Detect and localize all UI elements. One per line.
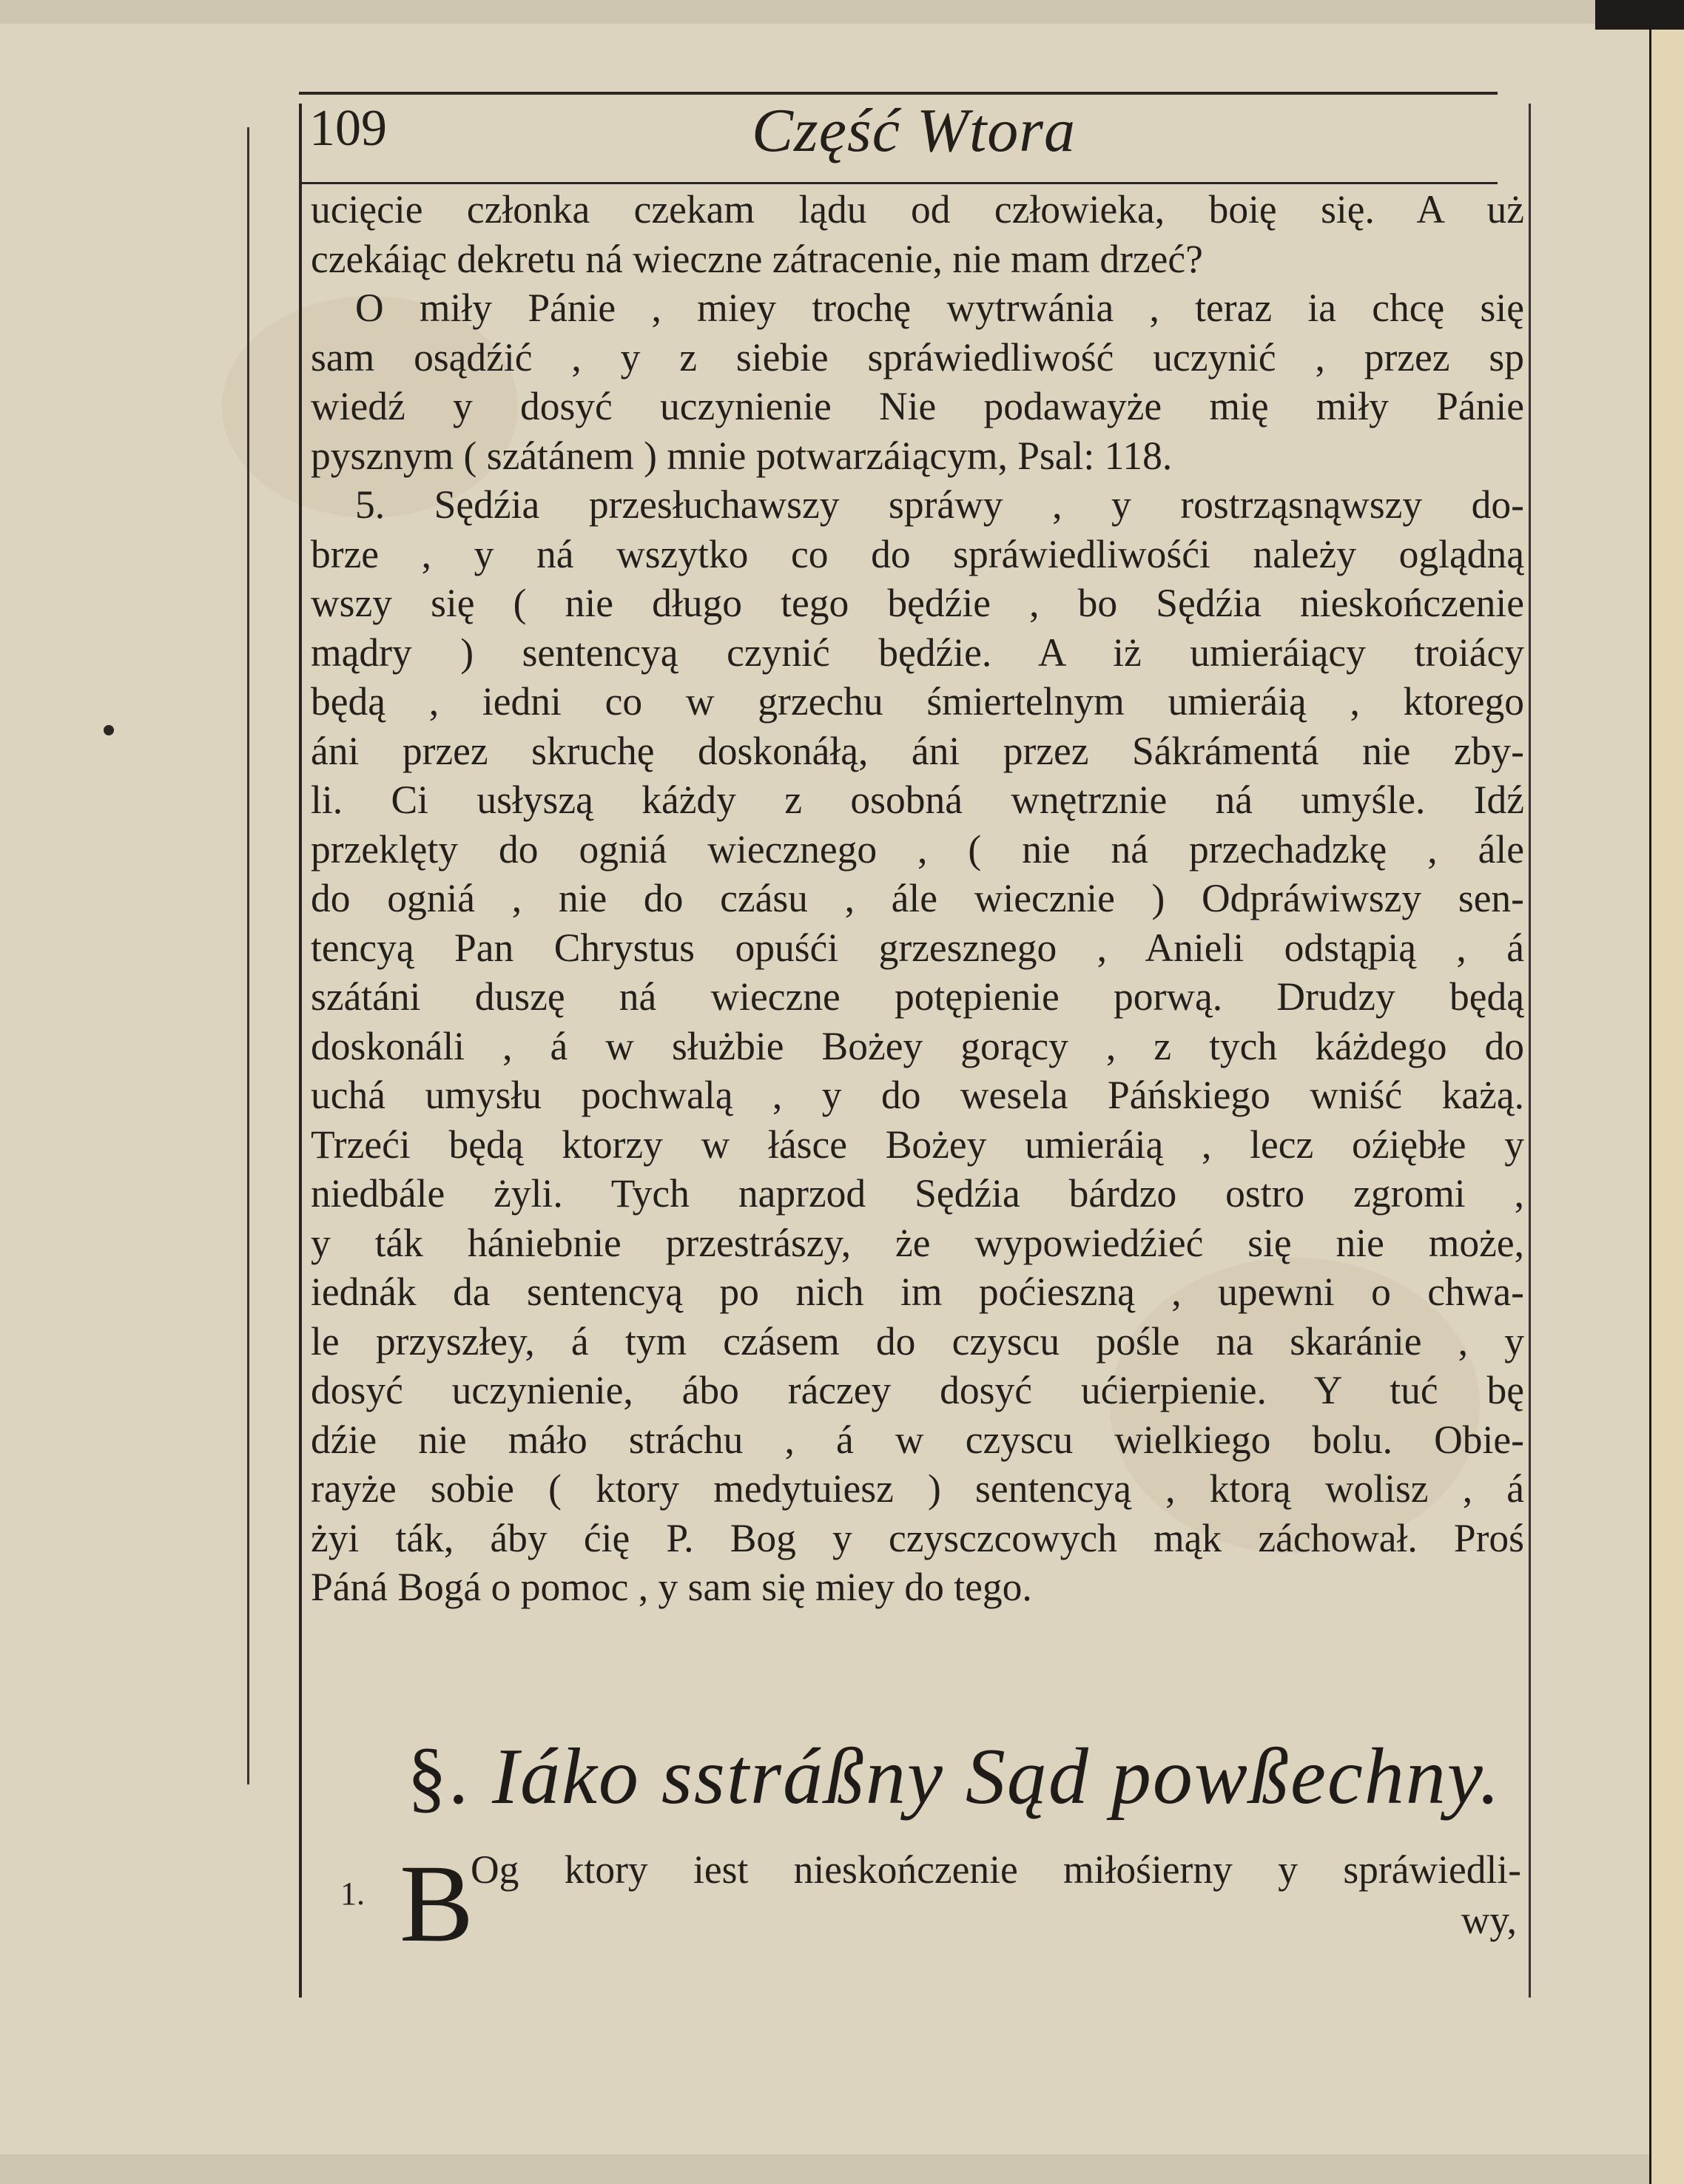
final-text-line: Og ktory iest nieskończenie miłośierny y spráwiedli- [471, 1847, 1521, 1892]
catchword: wy, [1461, 1898, 1517, 1942]
text-line: wiedź y dosyć uczynienie Nie podawayże mię miły Pánie [311, 384, 1524, 428]
text-line: iednák da sentencyą po nich im poćieszną , upewni o chwa- [311, 1270, 1524, 1314]
text-line: dosyć uczynienie, ábo ráczey dosyć ućierpienie. Y tuć bę [311, 1368, 1524, 1412]
header-bottom-rule [299, 182, 1498, 184]
text-line: czekáiąc dekretu ná wieczne zátracenie, nie mam drzeć? [311, 236, 1203, 281]
page-edge-bottom [0, 2154, 1651, 2184]
text-line: le przyszłey, á tym czásem do czyscu pośle na skaránie , y [311, 1318, 1524, 1364]
text-line: áni przez skruchę doskonáłą, áni przez Sákrámentá nie zby- [311, 728, 1524, 773]
text-line: sam osądźić , y z siebie spráwiedliwość uczynić , przez sp [311, 334, 1524, 380]
text-line: 5. Sędźia przesłuchawszy spráwy , y rostrząsnąwszy do- [355, 482, 1524, 527]
text-line: y ták hániebnie przestrászy, że wypowiedźieć się nie może, [311, 1220, 1524, 1265]
margin-dot [104, 725, 114, 735]
text-line: Páná Bogá o pomoc , y sam się miey do tego. [311, 1565, 1032, 1609]
paragraph-number: 1. [340, 1875, 365, 1912]
text-line: Trzeći będą ktorzy w łásce Bożey umieráią , lecz oźiębłe y [311, 1122, 1524, 1167]
text-line: dźie nie máło stráchu , á w czyscu wielkiego bolu. Obie- [311, 1417, 1524, 1462]
section-heading-text: Iáko sstráßny Sąd powßechny. [492, 1733, 1501, 1821]
section-heading [407, 1731, 1501, 1827]
text-line: pysznym ( szátánem ) mnie potwarzáiącym, Psal: 118. [311, 433, 1173, 478]
left-inner-rule [299, 104, 302, 1998]
text-line: li. Ci usłyszą káżdy z osobná wnętrznie ná umyśle. Idź [311, 778, 1524, 822]
page-edge-right [1649, 0, 1684, 2184]
left-outer-rule [247, 127, 249, 1784]
text-line: brze , y ná wszytko co do spráwiedliwośći należy oglądną [311, 531, 1524, 576]
drop-cap: B [400, 1842, 474, 1965]
text-line: będą , iedni co w grzechu śmiertelnym umieráią , ktorego [311, 679, 1524, 724]
corner-tab [1595, 0, 1684, 30]
text-line: uchá umysłu pochwalą , y do wesela Páńskiego wniść każą. [311, 1073, 1524, 1117]
right-rule [1529, 104, 1531, 1998]
page-number: 109 [309, 100, 387, 157]
text-line: do ogniá , nie do czásu , ále wiecznie ) Odpráwiwszy sen- [311, 876, 1524, 920]
text-line: mądry ) sentencyą czynić będźie. A iż umieráiący troiácy [311, 630, 1524, 675]
text-line: przeklęty do ogniá wiecznego , ( nie ná przechadzkę , ále [311, 826, 1524, 872]
text-line: rayże sobie ( ktory medytuiesz ) sentencyą , ktorą wolisz , á [311, 1466, 1524, 1511]
text-line: szátáni duszę ná wieczne potępienie porwą. Drudzy będą [311, 974, 1524, 1019]
text-line: niedbále żyli. Tych naprzod Sędźia bárdzo ostro zgromi , [311, 1171, 1524, 1216]
text-line: doskonáli , á w służbie Bożey gorący , z tych káżdego do [311, 1023, 1524, 1068]
text-line: żyi ták, áby ćię P. Bog y czysczcowych mąk záchował. Proś [311, 1515, 1524, 1560]
body-text [311, 185, 1524, 1612]
text-line: tencyą Pan Chrystus opuśći grzesznego , Anieli odstąpią , á [311, 925, 1524, 970]
section-mark: §. [407, 1733, 470, 1821]
running-title: Część Wtora [752, 96, 1076, 165]
page-header [303, 95, 1524, 182]
page-edge-top [0, 0, 1651, 24]
text-line: O miły Pánie , miey trochę wytrwánia , teraz ia chcę się [355, 286, 1524, 330]
text-line: ucięcie członka czekam lądu od człowieka, boię się. A uż [311, 187, 1524, 232]
text-line: wszy się ( nie długo tego będźie , bo Sędźia nieskończenie [311, 581, 1524, 625]
